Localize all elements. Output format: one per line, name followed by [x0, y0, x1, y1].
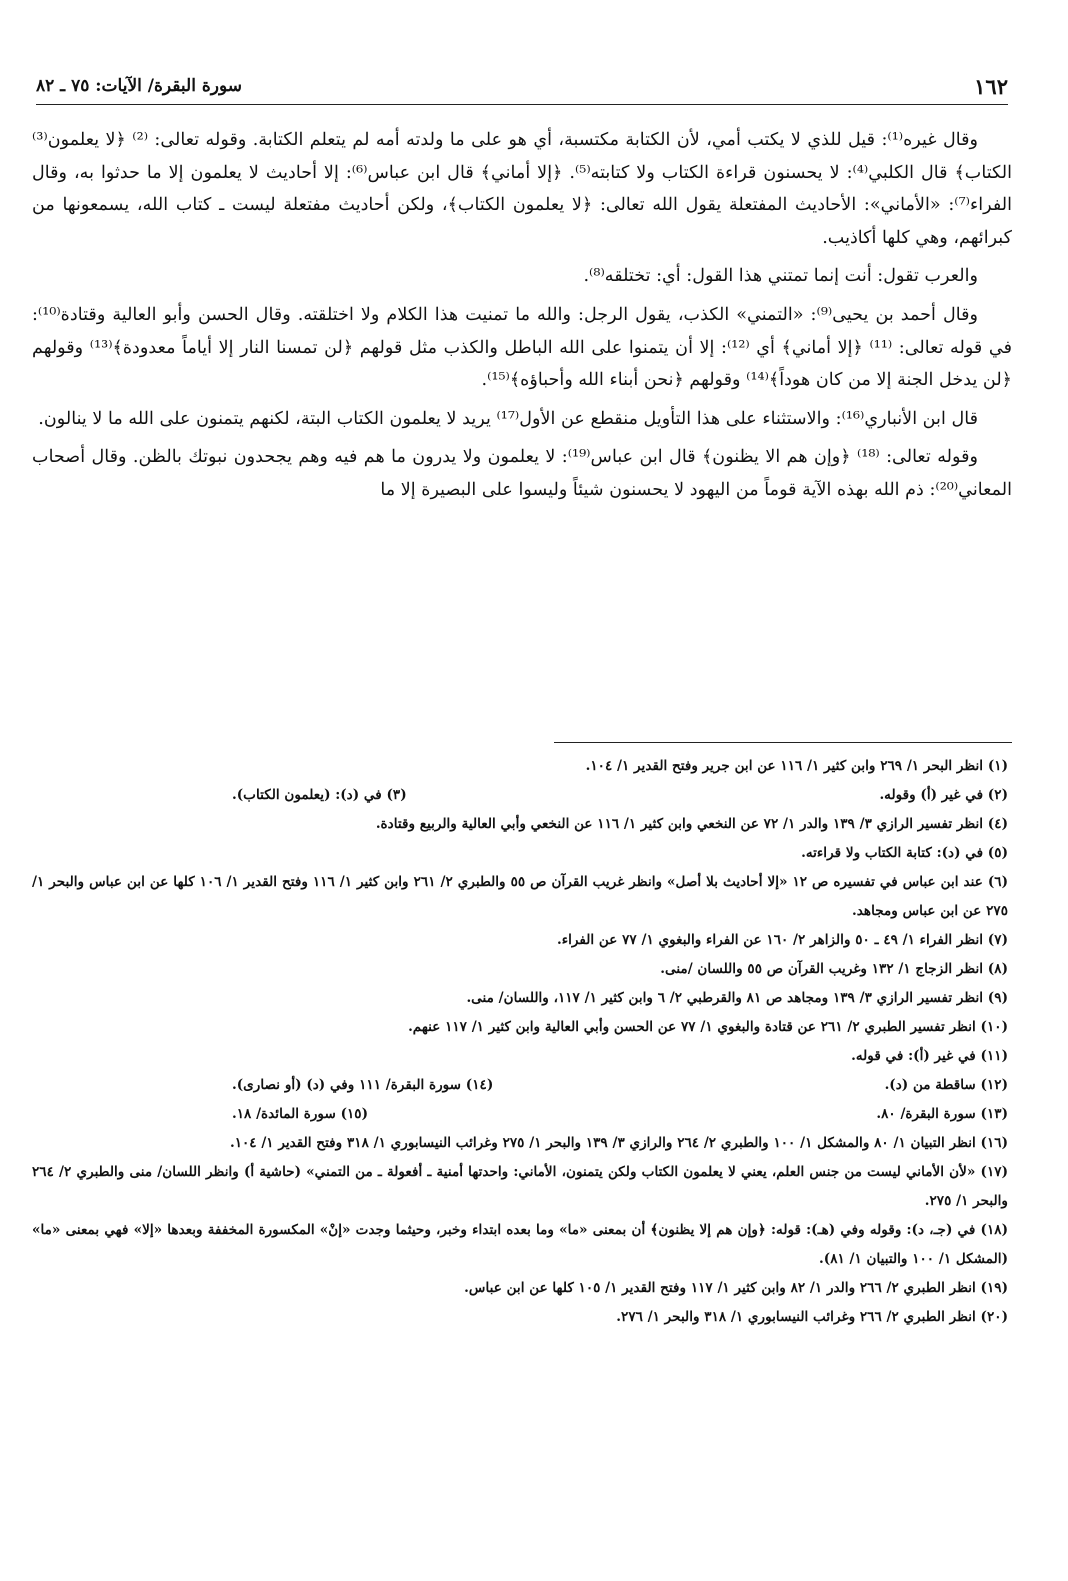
footnote: (١٠) انظر تفسير الطبري ٢/ ٢٦١ عن قتادة والبغوي ١/ ٧٧ عن الحسن وأبي العالية وابن كثير ١/ ١١٧ عنهم.: [408, 1019, 1008, 1035]
footnote-row: [32, 1071, 1008, 1100]
footnote: (١٨) في (جـ، د): وقوله وفي (هـ): قوله: ﴿وإن هم إلا يظنون﴾ أن بمعنى «ما» وما بعده ابتداء وخبر، وحيثما وجدت «إنْ» المكسورة المخففة وبعدها «إلا» فهي بمعنى «ما» (المشكل ١/ ١٠٠ والتبيان ١/ ٨١).: [32, 1222, 1008, 1267]
footnote-row: [32, 1100, 1008, 1129]
footnote: (١٧) «لأن الأماني ليست من جنس العلم، يعني لا يعلمون الكتاب ولكن يتمنون، الأماني: واحدتها أمنية ـ أفعولة ـ من التمني» (حاشية أ) وانظر اللسان/ منى والطبري ٢/ ٢٦٤ والبحر ١/ ٢٧٥.: [32, 1164, 1008, 1209]
footnote: (٨) انظر الزجاج ١/ ١٣٢ وغريب القرآن ص ٥٥ واللسان /منى.: [660, 961, 1008, 977]
footnote: (١) انظر البحر ١/ ٢٦٩ وابن كثير ١/ ١١٦ عن ابن جرير وفتح القدير ١/ ١٠٤.: [585, 758, 1008, 774]
main-text: [32, 124, 1012, 513]
running-title: سورة البقرة/ الآيات: ٧٥ ـ ٨٢: [36, 76, 242, 96]
paragraph: وقوله تعالى: ⁽¹⁸⁾ ﴿وإن هم الا يظنون﴾ قال ابن عباس⁽¹⁹⁾: لا يعلمون ولا يدرون ما هم فيه وهم يجحدون نبوتك بالظن. وقال أصحاب المعاني⁽²⁰⁾: ذم الله بهذه الآية قوماً من اليهود لا يحسنون شيئاً وليسوا على البصيرة إلا ما: [32, 447, 1012, 500]
footnote: (٩) انظر تفسير الرازي ٣/ ١٣٩ ومجاهد ص ٨١ والقرطبي ٢/ ٦ وابن كثير ١/ ١١٧، واللسان/ منى.: [466, 990, 1008, 1006]
footnotes: [32, 752, 1008, 1332]
footnote: (٣) في (د): (يعلمون الكتاب).: [232, 787, 407, 803]
footnote: (٢) في غير (أ) وقوله.: [879, 787, 1008, 803]
paragraph: وقال أحمد بن يحيى⁽⁹⁾: «التمني» الكذب، يقول الرجل: والله ما تمنيت هذا الكلام ولا اختلقته. وقال الحسن وأبو العالية وقتادة⁽¹⁰⁾: في قوله تعالى: ⁽¹¹⁾ ﴿إلا أماني﴾ أي ⁽¹²⁾: إلا أن يتمنوا على الله الباطل والكذب مثل قولهم ﴿لن تمسنا النار إلا أياماً معدودة﴾⁽¹³⁾ وقولهم ﴿لن يدخل الجنة إلا من كان هوداً﴾⁽¹⁴⁾ وقولهم ﴿نحن أبناء الله وأحباؤه﴾⁽¹⁵⁾.: [32, 304, 1012, 391]
footnote: (١٦) انظر التبيان ١/ ٨٠ والمشكل ١/ ١٠٠ والطبري ٢/ ٢٦٤ والرازي ٣/ ١٣٩ والبحر ١/ ٢٧٥ وغرائب النيسابوري ١/ ٣١٨ وفتح القدير ١/ ١٠٤.: [229, 1135, 1008, 1151]
paragraph: وقال غيره⁽¹⁾: قيل للذي لا يكتب أمي، لأن الكتابة مكتسبة، أي هو على ما ولدته أمه لم يتعلم الكتابة. وقوله تعالى: ⁽²⁾ ﴿لا يعلمون⁽³⁾ الكتاب﴾ قال الكلبي⁽⁴⁾: لا يحسنون قراءة الكتاب ولا كتابته⁽⁵⁾. ﴿إلا أماني﴾ قال ابن عباس⁽⁶⁾: إلا أحاديث لا يعلمون إلا ما حدثوا به، وقال الفراء⁽⁷⁾: «الأماني»: الأحاديث المفتعلة يقول الله تعالى: ﴿لا يعلمون الكتاب﴾، ولكن أحاديث مفتعلة ليست ـ كتاب الله، يسمعونها من كبرائهم، وهي كلها أكاذيب.: [32, 130, 1012, 248]
footnote: (١١) في غير (أ): في قوله.: [851, 1048, 1008, 1064]
page-header: [36, 68, 1008, 105]
paragraph: قال ابن الأنباري⁽¹⁶⁾: والاستثناء على هذا التأويل منقطع عن الأول⁽¹⁷⁾ يريد لا يعلمون الكتاب البتة، لكنهم يتمنون على الله ما لا ينالون.: [38, 408, 978, 429]
paragraph: والعرب تقول: أنت إنما تمتني هذا القول: أي: تختلقه⁽⁸⁾.: [583, 266, 978, 287]
footnote: (٥) في (د): كتابة الكتاب ولا قراءته.: [801, 845, 1008, 861]
footnote: (١٩) انظر الطبري ٢/ ٢٦٦ والدر ١/ ٨٢ وابن كثير ١/ ١١٧ وفتح القدير ١/ ١٠٥ كلها عن ابن عباس.: [464, 1280, 1008, 1296]
footnote: (٤) انظر تفسير الرازي ٣/ ١٣٩ والدر ١/ ٧٢ عن النخعي وابن كثير ١/ ١١٦ عن النخعي وأبي العالية والربيع وقتادة.: [375, 816, 1008, 832]
footnote-row: [32, 781, 1008, 810]
footnote: (١٢) ساقطة من (د).: [884, 1077, 1008, 1093]
footnote: (٢٠) انظر الطبري ٢/ ٢٦٦ وغرائب النيسابوري ١/ ٣١٨ والبحر ١/ ٢٧٦.: [616, 1309, 1008, 1325]
page-number: ١٦٢: [974, 73, 1008, 99]
footnote: (١٣) سورة البقرة/ ٨٠.: [876, 1106, 1008, 1122]
footnote: (١٥) سورة المائدة/ ١٨.: [232, 1106, 369, 1122]
footnote: (٦) عند ابن عباس في تفسيره ص ١٢ «إلا أحاديث بلا أصل» وانظر غريب القرآن ص ٥٥ والطبري ٢/ ٢٦١ وابن كثير ١/ ١١٦ وفتح القدير ١/ ١٠٦ كلها عن ابن عباس والبحر ١/ ٢٧٥ عن ابن عباس ومجاهد.: [32, 874, 1009, 919]
footnote-divider: [554, 742, 1012, 743]
footnote: (٧) انظر الفراء ١/ ٤٩ ـ ٥٠ والزاهر ٢/ ١٦٠ عن الفراء والبغوي ١/ ٧٧ عن الفراء.: [557, 932, 1008, 948]
footnote: (١٤) سورة البقرة/ ١١١ وفي (د) (أو نصارى).: [232, 1077, 494, 1093]
